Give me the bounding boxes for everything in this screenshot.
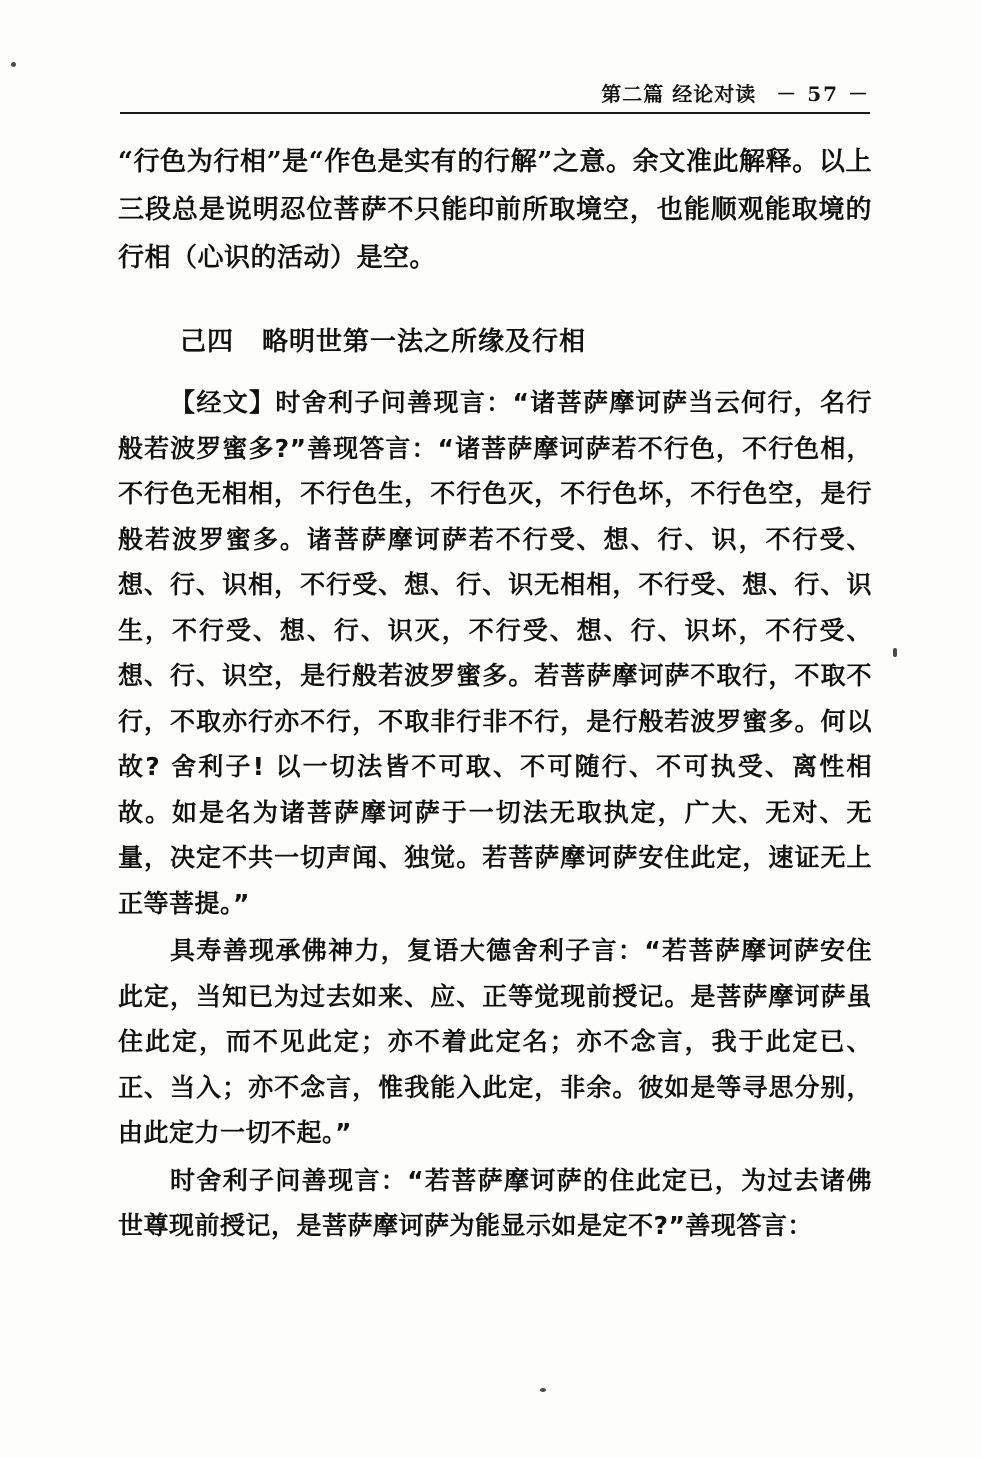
paragraph-sutra-2: 具寿善现承佛神力，复语大德舍利子言：“若菩萨摩诃萨安住此定，当知已为过去如来、应、正等觉现前授记。是菩萨摩诃萨虽住此定，而不见此定；亦不着此定名；亦不念言，我于此定已、正、当入；亦不念言，惟我能入此定，非余。彼如是等寻思分别，由此定力一切不起。” <box>118 936 872 1147</box>
section-heading-text: 略明世第一法之所缘及行相 <box>262 327 587 357</box>
page-content <box>118 138 872 1249</box>
scan-speck <box>540 1388 546 1392</box>
section-heading-number: 己四 <box>180 327 235 357</box>
page-header <box>120 78 870 107</box>
section-heading <box>118 318 872 366</box>
paragraph-sutra-3: 时舍利子问善现言：“若菩萨摩诃萨的住此定已，为过去诸佛世尊现前授记，是菩萨摩诃萨为能显示如是定不?”善现答言： <box>118 1165 872 1240</box>
header-title: 第二篇 经论对读 <box>601 82 757 106</box>
paragraph-opening: “行色为行相”是“作色是实有的行解”之意。余文准此解释。以上三段总是说明忍位菩萨不只能印前所取境空，也能顺观能取境的行相（心识的活动）是空。 <box>118 147 872 273</box>
scan-speck <box>11 62 16 67</box>
header-rule <box>120 112 870 114</box>
page-number: － 57 － <box>776 82 870 106</box>
paragraph-sutra-1: 【经文】时舍利子问善现言：“诸菩萨摩诃萨当云何行，名行般若波罗蜜多?”善现答言：“诸菩萨摩诃萨若不行色，不行色相，不行色无相相，不行色生，不行色灭，不行色坏，不行色空，是行般若波罗蜜多。诸菩萨摩诃萨若不行受、想、行、识，不行受、想、行、识相，不行受、想、行、识无相相，不行受、想、行、识生，不行受、想、行、识灭，不行受、想、行、识坏，不行受、想、行、识空，是行般若波罗蜜多。若菩萨摩诃萨不取行，不取不行，不取亦行亦不行，不取非行非不行，是行般若波罗蜜多。何以故? 舍利子! 以一切法皆不可取、不可随行、不可执受、离性相故。如是名为诸菩萨摩诃萨于一切法无取执定，广大、无对、无量，决定不共一切声闻、独觉。若菩萨摩诃萨安住此定，速证无上正等菩提。” <box>118 388 872 918</box>
scan-speck <box>893 648 897 657</box>
